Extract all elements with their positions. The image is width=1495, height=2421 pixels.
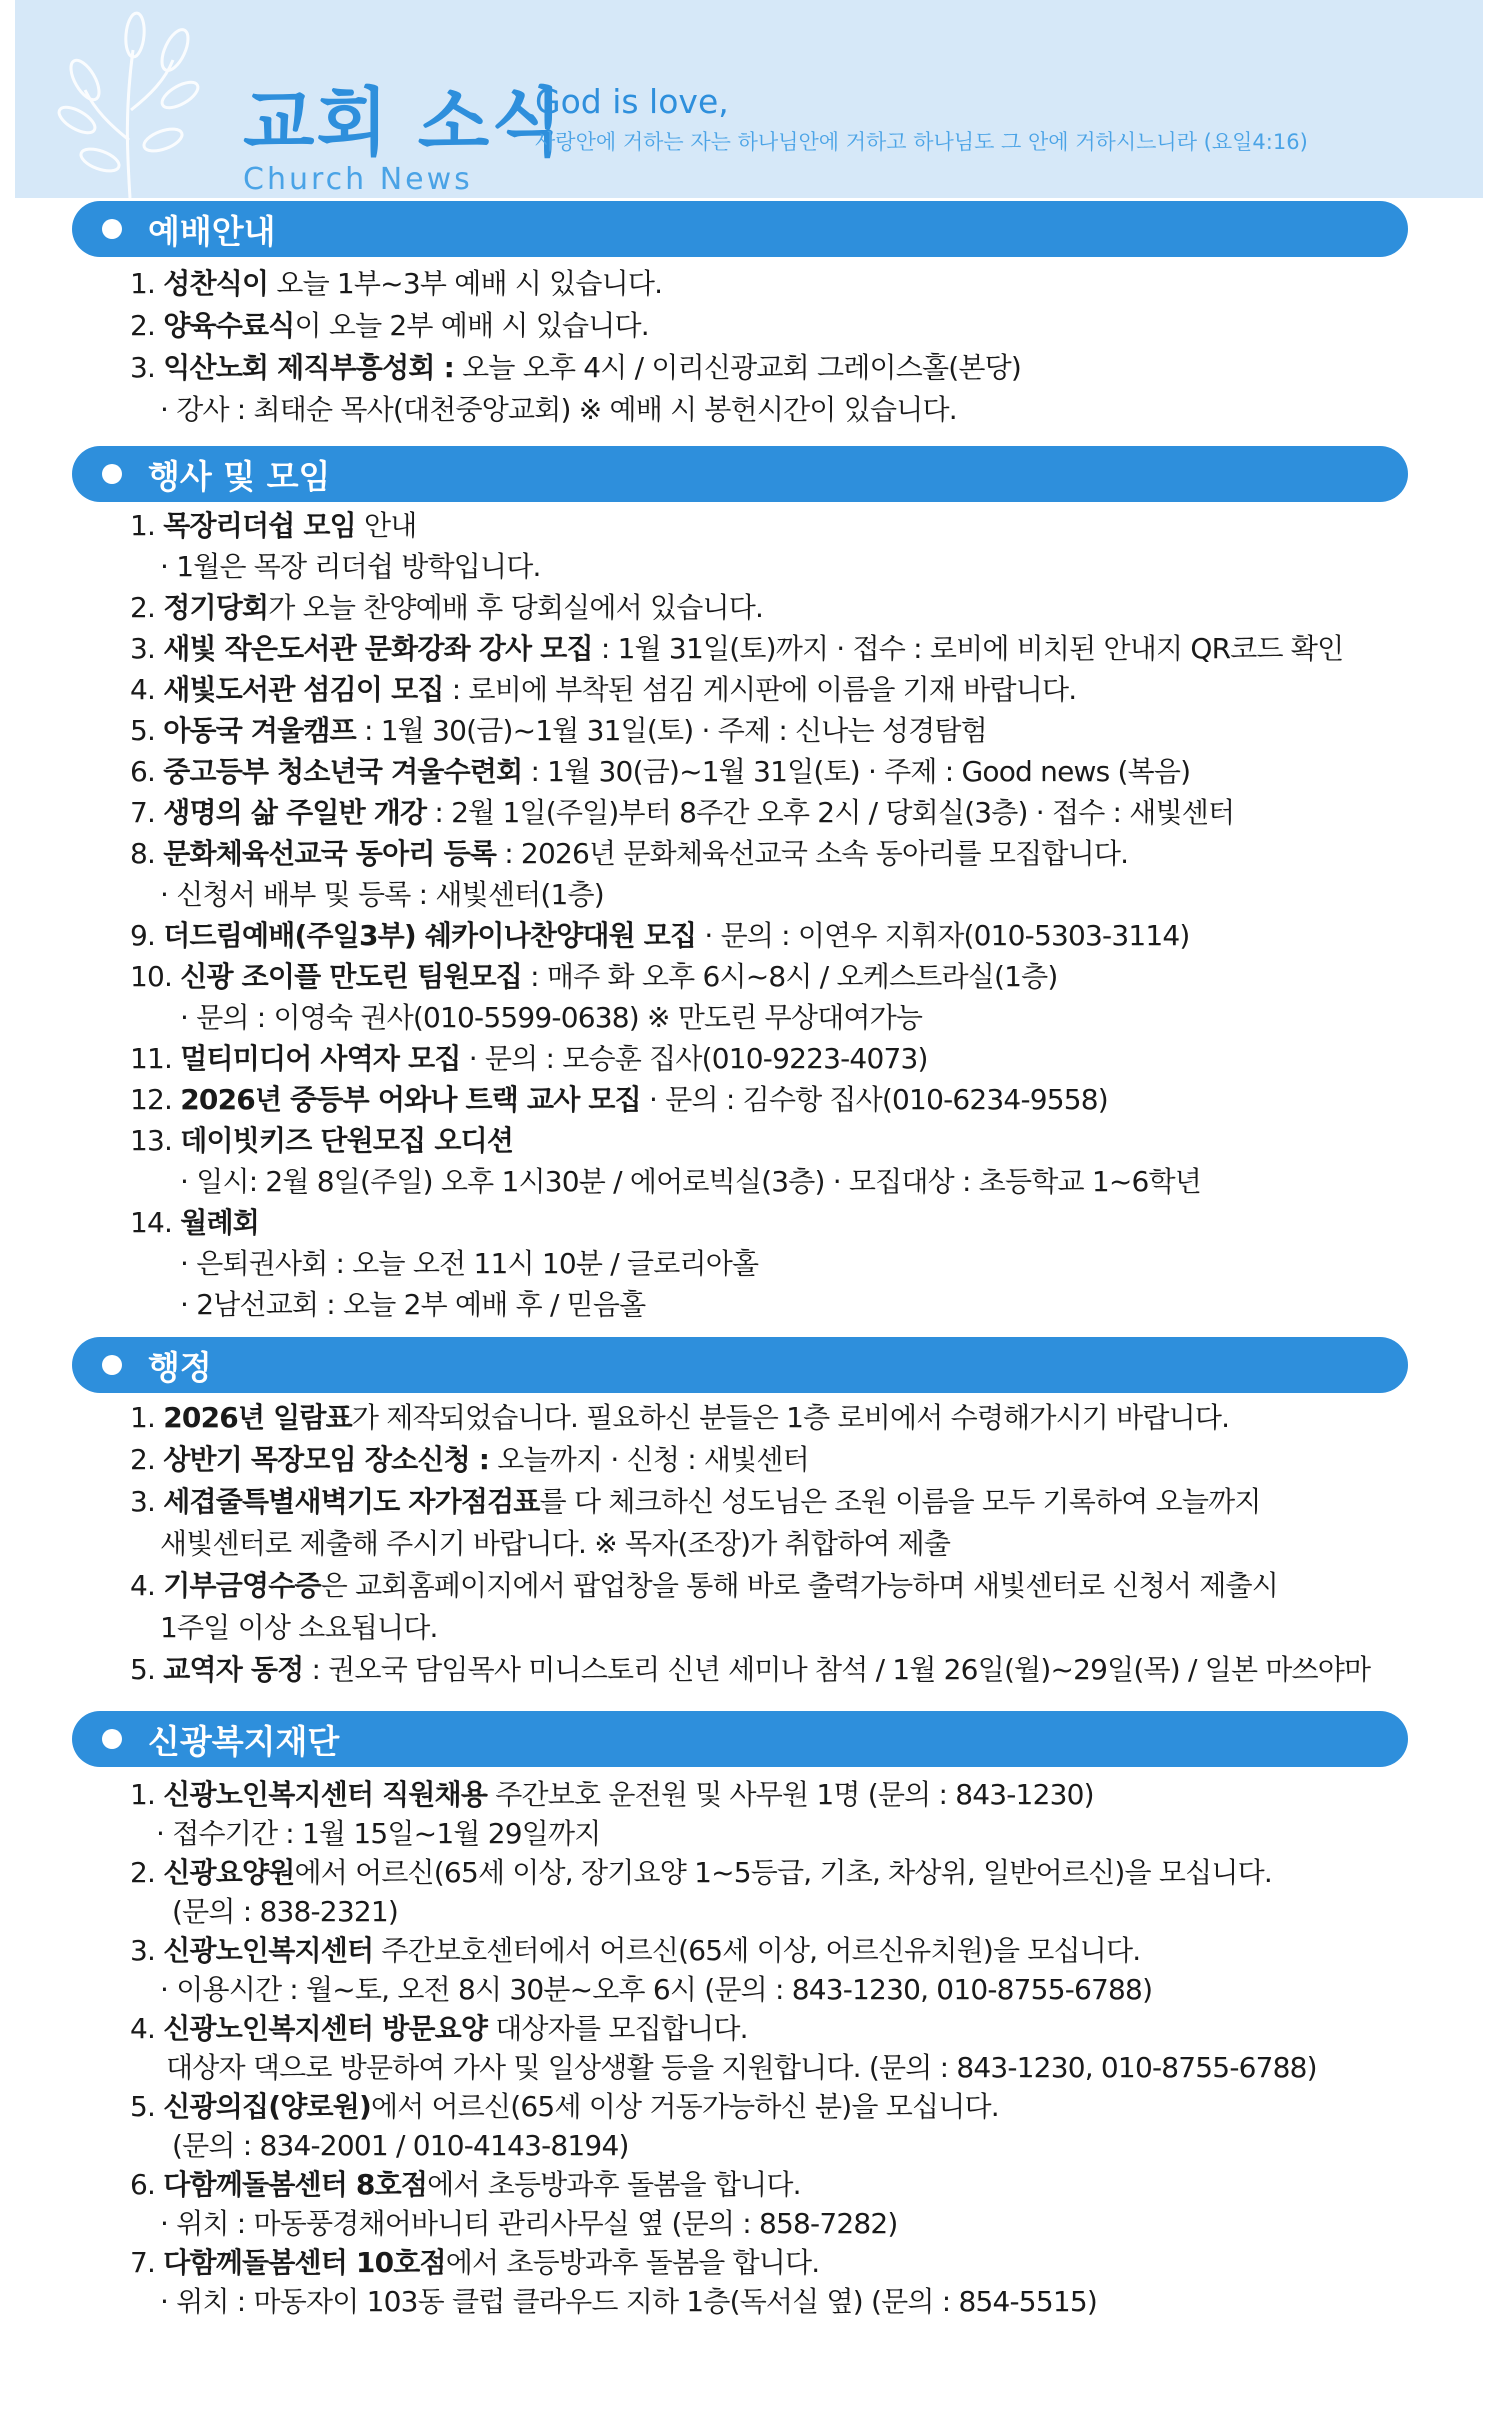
list-item: 9. 더드림예배(주일3부) 쉐카이나찬양대원 모집 · 문의 : 이연우 지휘자(010-5303-3114) bbox=[130, 919, 1190, 952]
section-title: 행사 및 모임 bbox=[148, 456, 331, 496]
bullet-icon bbox=[102, 219, 122, 239]
section-header-admin bbox=[72, 1337, 1408, 1393]
list-item: 새빛센터로 제출해 주시기 바랍니다. ※ 목자(조장)가 취합하여 제출 bbox=[160, 1527, 951, 1560]
list-item: 5. 아동국 겨울캠프 : 1월 30(금)~1월 31일(토) · 주제 : 신나는 성경탐험 bbox=[130, 714, 987, 747]
verse-text: 사랑안에 거하는 자는 하나님안에 거하고 하나님도 그 안에 거하시느니라 (요일4:16) bbox=[535, 130, 1308, 154]
list-item: 12. 2026년 중등부 어와나 트랙 교사 모집 · 문의 : 김수항 집사(010-6234-9558) bbox=[130, 1083, 1108, 1116]
list-item: (문의 : 838-2321) bbox=[172, 1895, 398, 1928]
verse-title: God is love, bbox=[535, 82, 729, 121]
list-item: 2. 신광요양원에서 어르신(65세 이상, 장기요양 1~5등급, 기초, 차상위, 일반어르신)을 모십니다. bbox=[130, 1856, 1272, 1889]
list-item: 13. 데이빗키즈 단원모집 오디션 bbox=[130, 1124, 514, 1157]
page-title: 교회 소식 bbox=[243, 80, 565, 166]
section-title: 행정 bbox=[148, 1347, 212, 1387]
list-item: 1. 목장리더쉽 모임 안내 bbox=[130, 509, 417, 542]
list-item: 11. 멀티미디어 사역자 모집 · 문의 : 모승훈 집사(010-9223-4073) bbox=[130, 1042, 928, 1075]
list-item: · 위치 : 마동자이 103동 클럽 클라우드 지하 1층(독서실 옆) (문의 : 854-5515) bbox=[160, 2285, 1097, 2318]
list-item: · 이용시간 : 월~토, 오전 8시 30분~오후 6시 (문의 : 843-1230, 010-8755-6788) bbox=[160, 1973, 1153, 2006]
bullet-icon bbox=[102, 1729, 122, 1749]
list-item: 1주일 이상 소요됩니다. bbox=[160, 1611, 438, 1644]
list-item: (문의 : 834-2001 / 010-4143-8194) bbox=[172, 2129, 629, 2162]
list-item: 1. 2026년 일람표가 제작되었습니다. 필요하신 분들은 1층 로비에서 수령해가시기 바랍니다. bbox=[130, 1401, 1230, 1434]
section-title: 신광복지재단 bbox=[148, 1721, 340, 1761]
list-item: · 위치 : 마동풍경채어바니티 관리사무실 옆 (문의 : 858-7282) bbox=[160, 2207, 898, 2240]
list-item: · 강사 : 최태순 목사(대천중앙교회) ※ 예배 시 봉헌시간이 있습니다. bbox=[160, 393, 957, 426]
list-item: 5. 신광의집(양로원)에서 어르신(65세 이상 거동가능하신 분)을 모십니다. bbox=[130, 2090, 999, 2123]
list-item: 3. 신광노인복지센터 주간보호센터에서 어르신(65세 이상, 어르신유치원)을 모십니다. bbox=[130, 1934, 1141, 1967]
list-item: 7. 다함께돌봄센터 10호점에서 초등방과후 돌봄을 합니다. bbox=[130, 2246, 820, 2279]
section-title: 예배안내 bbox=[148, 211, 276, 251]
list-item: 대상자 댁으로 방문하여 가사 및 일상생활 등을 지원합니다. (문의 : 843-1230, 010-8755-6788) bbox=[166, 2051, 1317, 2084]
list-item: 3. 익산노회 제직부흥성회 : 오늘 오후 4시 / 이리신광교회 그레이스홀(본당) bbox=[130, 351, 1021, 384]
list-item: 2. 양육수료식이 오늘 2부 예배 시 있습니다. bbox=[130, 309, 649, 342]
list-item: · 은퇴권사회 : 오늘 오전 11시 10분 / 글로리아홀 bbox=[180, 1247, 759, 1280]
list-item: 6. 중고등부 청소년국 겨울수련회 : 1월 30(금)~1월 31일(토) · 주제 : Good news (복음) bbox=[130, 755, 1191, 788]
list-item: · 2남선교회 : 오늘 2부 예배 후 / 믿음홀 bbox=[180, 1288, 646, 1321]
list-item: 3. 새빛 작은도서관 문화강좌 강사 모집 : 1월 31일(토)까지 · 접수 : 로비에 비치된 안내지 QR코드 확인 bbox=[130, 632, 1344, 665]
list-item: 5. 교역자 동정 : 권오국 담임목사 미니스토리 신년 세미나 참석 / 1월 26일(월)~29일(목) / 일본 마쓰야마 bbox=[130, 1653, 1371, 1686]
list-item: · 문의 : 이영숙 권사(010-5599-0638) ※ 만도린 무상대여가능 bbox=[180, 1001, 923, 1034]
leaf-branch-icon bbox=[55, 10, 205, 198]
section-header-events bbox=[72, 446, 1408, 502]
bullet-icon bbox=[102, 1355, 122, 1375]
list-item: 3. 세겹줄특별새벽기도 자가점검표를 다 체크하신 성도님은 조원 이름을 모두 기록하여 오늘까지 bbox=[130, 1485, 1261, 1518]
list-item: 8. 문화체육선교국 동아리 등록 : 2026년 문화체육선교국 소속 동아리를 모집합니다. bbox=[130, 837, 1129, 870]
list-item: 7. 생명의 삶 주일반 개강 : 2월 1일(주일)부터 8주간 오후 2시 / 당회실(3층) · 접수 : 새빛센터 bbox=[130, 796, 1235, 829]
list-item: 10. 신광 조이플 만도린 팀원모집 : 매주 화 오후 6시~8시 / 오케스트라실(1층) bbox=[130, 960, 1058, 993]
list-item: 1. 신광노인복지센터 직원채용 주간보호 운전원 및 사무원 1명 (문의 : 843-1230) bbox=[130, 1778, 1094, 1811]
list-item: 6. 다함께돌봄센터 8호점에서 초등방과후 돌봄을 합니다. bbox=[130, 2168, 801, 2201]
list-item: 4. 기부금영수증은 교회홈페이지에서 팝업창을 통해 바로 출력가능하며 새빛센터로 신청서 제출시 bbox=[130, 1569, 1278, 1602]
bullet-icon bbox=[102, 464, 122, 484]
section-header-worship bbox=[72, 201, 1408, 257]
list-item: 14. 월례회 bbox=[130, 1206, 259, 1239]
list-item: 4. 새빛도서관 섬김이 모집 : 로비에 부착된 섬김 게시판에 이름을 기재 바랍니다. bbox=[130, 673, 1077, 706]
section-header-welfare bbox=[72, 1711, 1408, 1767]
list-item: 4. 신광노인복지센터 방문요양 대상자를 모집합니다. bbox=[130, 2012, 748, 2045]
page-subtitle: Church News bbox=[243, 162, 473, 197]
list-item: 2. 상반기 목장모임 장소신청 : 오늘까지 · 신청 : 새빛센터 bbox=[130, 1443, 809, 1476]
list-item: 1. 성찬식이 오늘 1부~3부 예배 시 있습니다. bbox=[130, 267, 663, 300]
header-banner bbox=[15, 0, 1483, 198]
list-item: 2. 정기당회가 오늘 찬양예배 후 당회실에서 있습니다. bbox=[130, 591, 764, 624]
list-item: · 1월은 목장 리더쉽 방학입니다. bbox=[160, 550, 541, 583]
list-item: · 일시: 2월 8일(주일) 오후 1시30분 / 에어로빅실(3층) · 모집대상 : 초등학교 1~6학년 bbox=[180, 1165, 1202, 1198]
list-item: · 접수기간 : 1월 15일~1월 29일까지 bbox=[156, 1817, 601, 1850]
list-item: · 신청서 배부 및 등록 : 새빛센터(1층) bbox=[160, 878, 604, 911]
